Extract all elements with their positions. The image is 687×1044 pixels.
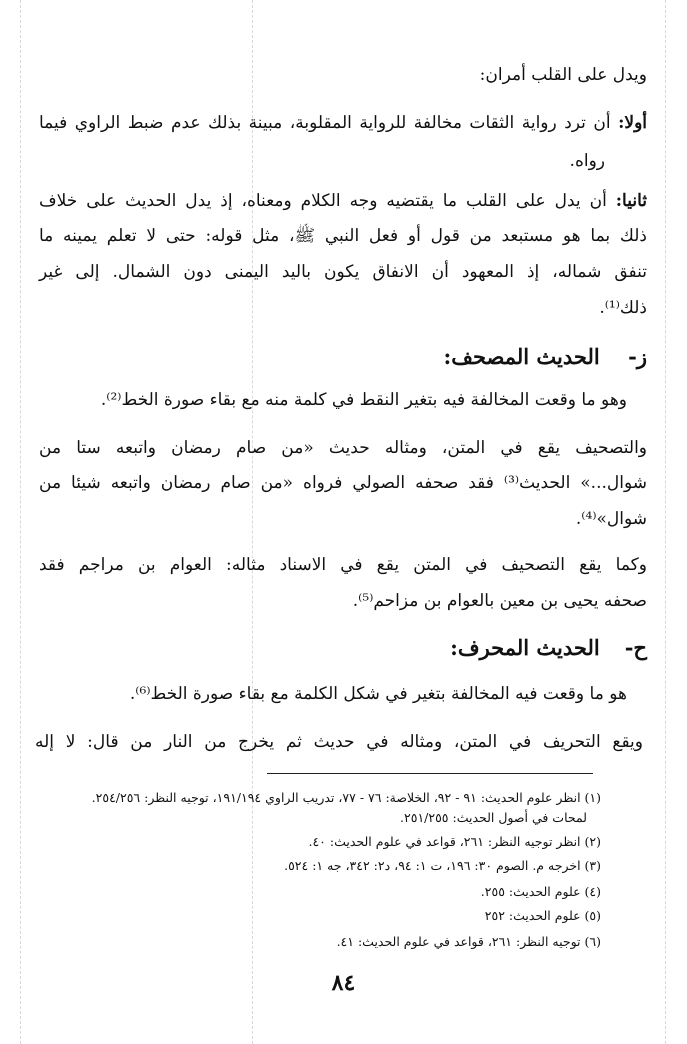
musahhaf-definition: وهو ما وقعت المخالفة فيه بتغير النقط في كلمة منه مع بقاء صورة الخط⁽²⁾. [100, 390, 627, 410]
section-title: الحديث المحرف: [450, 635, 600, 660]
first-point-line-2: رواه. [569, 151, 605, 171]
footnote-6: (٦) توجيه النظر: ٢٦١، قواعد في علوم الحديث: ٤١. [336, 934, 601, 949]
second-point-line [39, 190, 647, 212]
section-title: الحديث المصحف: [443, 344, 600, 369]
footnote-5: (٥) علوم الحديث: ٢٥٢ [484, 908, 601, 923]
muharraf-example-line-1: ويقع التحريف في المتن، ومثاله في حديث ثم يخرج من النار من قال: لا إله [35, 732, 643, 752]
second-point-text: أن يدل على القلب ما يقتضيه وجه الكلام ومعناه، إذ يدل الحديث على خلاف [39, 191, 607, 211]
scan-guide-line [20, 0, 21, 1044]
musahhaf-isnad-line-1: وكما يقع التصحيف في المتن يقع في الاسناد مثاله: العوام بن مراجم فقد [39, 555, 647, 575]
muharraf-definition: هو ما وقعت فيه المخالفة بتغير في شكل الكلمة مع بقاء صورة الخط⁽⁶⁾. [129, 684, 627, 704]
intro-line: ويدل على القلب أمران: [479, 65, 647, 85]
section-letter: ز- [628, 344, 647, 369]
second-point-line-4: ذلك⁽¹⁾. [599, 298, 647, 318]
section-heading-muharraf [39, 635, 647, 661]
page-number: ٨٤ [331, 970, 356, 996]
footnote-3: (٣) اخرجه م. الصوم ٣٠: ١٩٦، ت ١: ٩٤، د٢: ٣٤٢، جه ١: ٥٢٤. [284, 858, 601, 873]
musahhaf-example-line-3: شوال»⁽⁴⁾. [575, 509, 647, 529]
section-heading-musahhaf [39, 344, 647, 370]
musahhaf-example-line-1: والتصحيف يقع في المتن، ومثاله حديث «من صام رمضان واتبعه ستا من [39, 438, 647, 458]
musahhaf-example-line-2: شوال...» الحديث⁽³⁾ فقد صحفه الصولي فرواه «من صام رمضان واتبعه شيئا من [39, 473, 647, 493]
footnote-1: (١) انظر علوم الحديث: ٩١ - ٩٢، الخلاصة: ٧٦ - ٧٧، تدريب الراوي ١٩١/١٩٤، توجيه النظر: ٢٥٤/٢٥٦. [91, 790, 601, 805]
section-letter: ح- [624, 635, 647, 660]
footnote-4: (٤) علوم الحديث: ٢٥٥. [480, 884, 601, 899]
second-point-line-3: تنفق شماله، إذ المعهود أن الانفاق يكون باليد اليمنى دون الشمال. إلى غير [39, 262, 647, 282]
footnote-2: (٢) انظر توجيه النظر: ٢٦١، قواعد في علوم الحديث: ٤٠. [308, 834, 601, 849]
first-point-line [39, 112, 647, 134]
footnote-separator [267, 773, 593, 774]
first-point-label: أولا: [618, 113, 647, 133]
footnote-1-continued: لمحات في أصول الحديث: ٢٥١/٢٥٥. [400, 810, 587, 825]
first-point-text: أن ترد رواية الثقات مخالفة للرواية المقلوبة، مبينة بذلك عدم ضبط الراوي فيما [39, 113, 611, 133]
second-point-line-2: ذلك بما هو مستبعد من قول أو فعل النبي ﷺ، مثل قوله: حتى لا تعلم يمينه ما [39, 226, 647, 246]
musahhaf-isnad-line-2: صحفه يحيى بن معين بالعوام بن مزاحم⁽⁵⁾. [352, 591, 647, 611]
scan-guide-line [665, 0, 666, 1044]
second-point-label: ثانيا: [615, 191, 647, 211]
